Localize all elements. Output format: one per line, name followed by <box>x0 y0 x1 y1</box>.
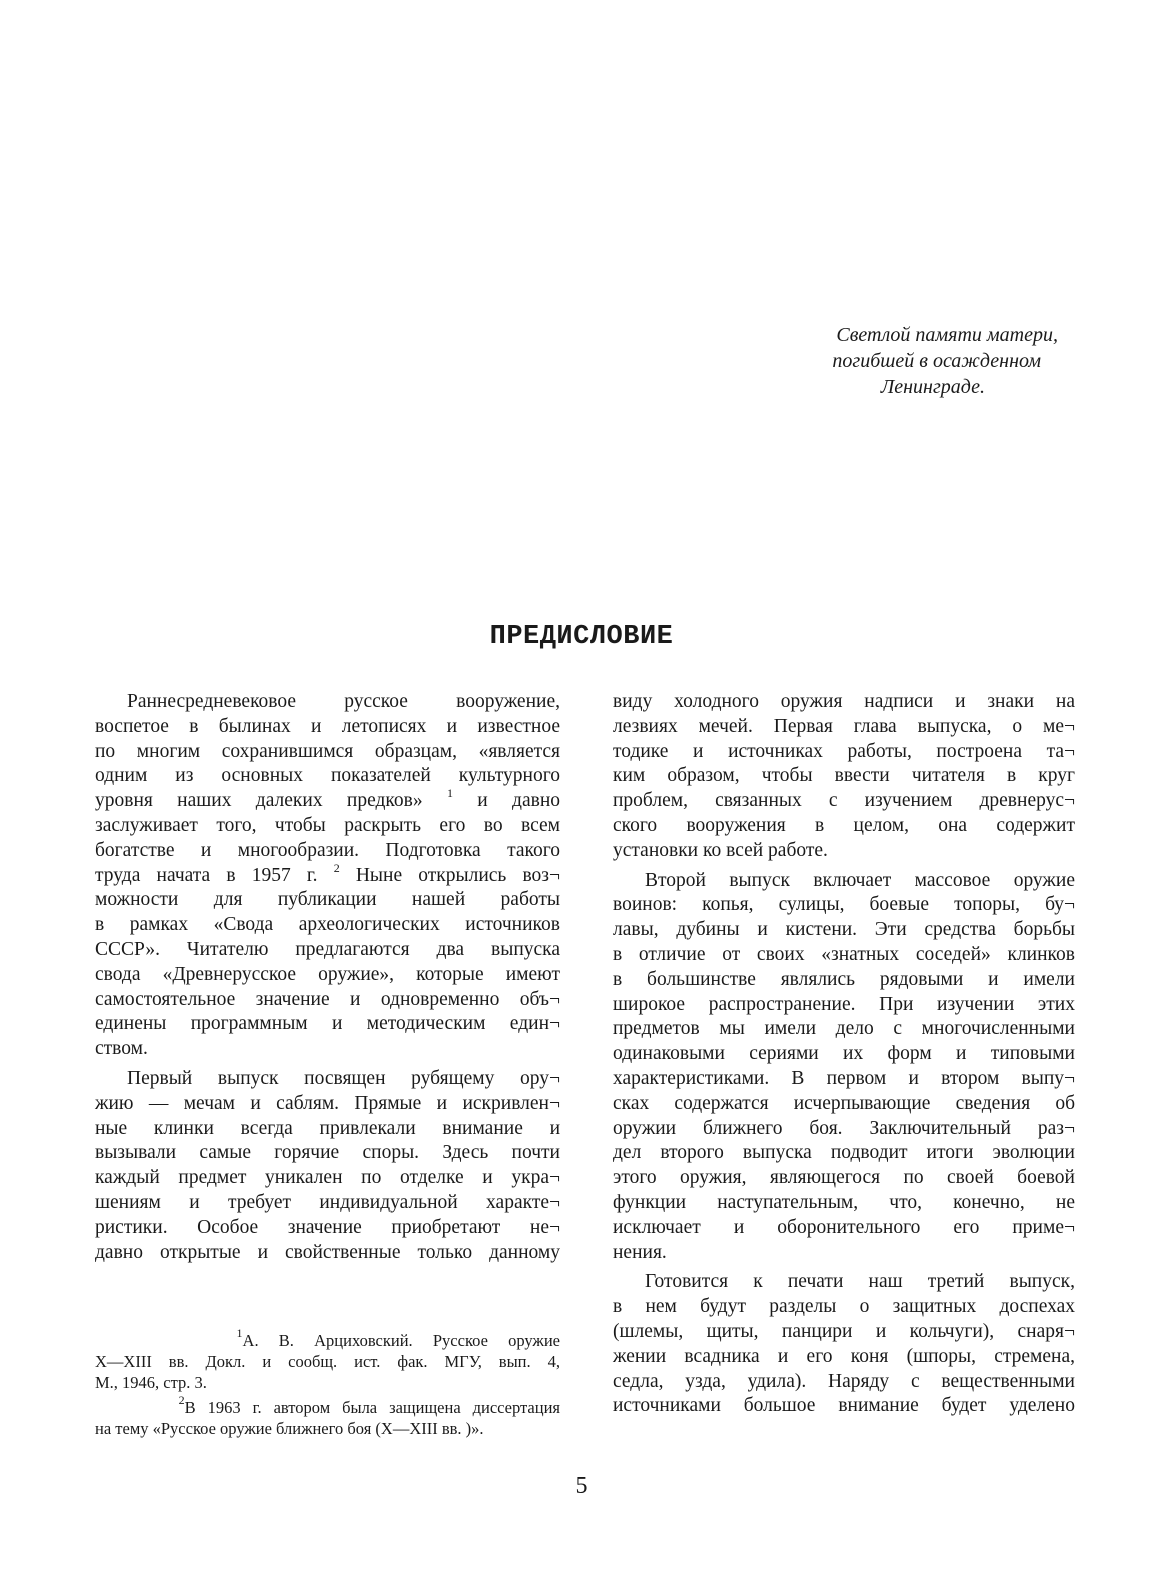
text-line: Второй выпуск включает массовое оружие <box>645 869 1075 891</box>
right-column <box>613 690 1075 1419</box>
text-line: в отличие от своих «знатных соседей» клинков <box>613 943 1075 965</box>
text-line: одним из основных показателей культурного <box>95 765 560 787</box>
text-line: ристики. Особое значение приобретают не¬ <box>95 1216 560 1238</box>
footnote-text: А. В. Арциховский. Русское оружие <box>242 1331 560 1350</box>
text-line: одинаковыми сериями их форм и типовыми <box>613 1043 1075 1065</box>
text-line: лезвиях мечей. Первая глава выпуска, о ме¬ <box>613 715 1075 737</box>
text-line: функции наступательным, что, конечно, не <box>613 1191 1075 1213</box>
footnote-line: на тему «Русское оружие ближнего боя (X—XIII вв. )». <box>95 1419 484 1438</box>
text-line: по многим сохранившимся образцам, «является <box>95 740 560 762</box>
page-number: 5 <box>575 1473 588 1499</box>
text-line: характеристиками. В первом и втором выпу¬ <box>613 1067 1075 1089</box>
text-line-with-footnote <box>95 786 561 814</box>
text-line: Первый выпуск посвящен рубящему ору¬ <box>127 1067 560 1089</box>
text-line: воинов: копья, сулицы, боевые топоры, бу¬ <box>613 894 1075 916</box>
footnote-line: X—XIII вв. Докл. и сообщ. ист. фак. МГУ, вып. 4, <box>95 1352 560 1371</box>
footnote-1 <box>95 1326 560 1393</box>
text-line: виду холодного оружия надписи и знаки на <box>613 691 1075 712</box>
text-line: жении всадника и его коня (шпоры, стремена, <box>613 1345 1075 1367</box>
page-title: ПРЕДИСЛОВИЕ <box>489 622 674 652</box>
text-fragment: труда начата в 1957 г. <box>95 864 318 886</box>
paragraph <box>613 1270 1075 1419</box>
text-line: каждый предмет уникален по отделке и укра¬ <box>95 1167 560 1189</box>
dedication-line: Ленинграде. <box>880 376 985 398</box>
text-line: предметов мы имели дело с многочисленными <box>613 1018 1075 1040</box>
text-line: богатстве и многообразии. Подготовка такого <box>95 839 560 861</box>
footnote-mark: 2 <box>178 1393 185 1407</box>
text-line: шениям и требует индивидуальной характе¬ <box>95 1191 560 1213</box>
text-line: Готовится к печати наш третий выпуск, <box>645 1271 1075 1293</box>
footnote-line <box>95 1393 561 1418</box>
text-line: свода «Древнерусское оружие», которые имеют <box>95 963 560 985</box>
text-line: исключает и оборонительного его приме¬ <box>613 1216 1075 1238</box>
paragraph <box>95 1067 560 1265</box>
text-line-with-footnote <box>95 860 560 889</box>
text-line: самостоятельное значение и одновременно объ¬ <box>95 988 560 1010</box>
text-line: вызывали самые горячие споры. Здесь почти <box>95 1142 560 1164</box>
footnote-2 <box>95 1393 561 1439</box>
text-line: этого оружия, являющегося по своей боевой <box>613 1167 1075 1189</box>
left-column <box>95 690 560 1265</box>
text-line: единены программным и методическим един¬ <box>95 1013 560 1035</box>
text-line: давно открытые и свойственные только данному <box>95 1241 560 1263</box>
text-line: Раннесредневековое русское вооружение, <box>127 691 560 712</box>
text-line: в нем будут разделы о защитных доспехах <box>613 1296 1075 1318</box>
text-line: ким образом, чтобы ввести читателя в круг <box>613 765 1075 787</box>
paragraph <box>613 869 1075 1266</box>
footnote-ref: 1 <box>446 786 453 801</box>
text-fragment: и давно <box>452 790 561 812</box>
footnote-line <box>95 1326 560 1351</box>
text-fragment: уровня наших далеких предков» <box>95 790 423 812</box>
text-line: можности для публикации нашей работы <box>95 889 560 911</box>
text-line: установки ко всей работе. <box>613 839 828 861</box>
text-line: седла, узда, удила). Наряду с вещественными <box>613 1370 1075 1392</box>
text-line: лавы, дубины и кистени. Эти средства борьбы <box>613 919 1075 941</box>
dedication-line: погибшей в осажденном <box>832 350 1041 372</box>
text-line: в рамках «Свода археологических источников <box>95 914 560 936</box>
paragraph <box>613 690 1075 864</box>
footnote-ref: 2 <box>333 860 340 875</box>
text-line: (шлемы, щиты, панцири и кольчуги), снаря¬ <box>613 1320 1075 1342</box>
footnote-mark: 1 <box>236 1326 243 1340</box>
text-line: в большинстве являлись рядовыми и имели <box>613 968 1075 990</box>
text-line: СССР». Читателю предлагаются два выпуска <box>95 938 560 960</box>
footnotes <box>95 1326 561 1439</box>
text-line: тодике и источниках работы, построена та¬ <box>613 740 1075 762</box>
text-line: проблем, связанных с изучением древнерус¬ <box>613 790 1075 812</box>
text-line: источниками большое внимание будет уделено <box>613 1395 1075 1417</box>
text-line: заслуживает того, чтобы раскрыть его во всем <box>95 814 560 836</box>
dedication <box>760 322 1060 400</box>
text-line: воспетое в былинах и летописях и известное <box>95 715 560 737</box>
footnote-text: В 1963 г. автором была защищена диссертация <box>184 1398 561 1417</box>
text-line: сках содержатся исчерпывающие сведения об <box>613 1092 1075 1114</box>
footnote-line: М., 1946, стр. 3. <box>95 1373 207 1392</box>
text-line: оружии ближнего боя. Заключительный раз¬ <box>613 1117 1075 1139</box>
text-line: ные клинки всегда привлекали внимание и <box>95 1117 560 1139</box>
text-line: широкое распространение. При изучении этих <box>613 993 1075 1015</box>
text-line: дел второго выпуска подводит итоги эволюции <box>613 1142 1075 1164</box>
dedication-line: Светлой памяти матери, <box>836 324 1058 346</box>
paragraph <box>95 690 560 1062</box>
text-fragment: Ныне открылись воз¬ <box>339 864 560 886</box>
text-line: ством. <box>95 1038 148 1060</box>
text-line: нения. <box>613 1241 667 1263</box>
text-line: жию — мечам и саблям. Прямые и искривлен¬ <box>95 1092 560 1114</box>
text-line: ского вооружения в целом, она содержит <box>613 814 1075 836</box>
